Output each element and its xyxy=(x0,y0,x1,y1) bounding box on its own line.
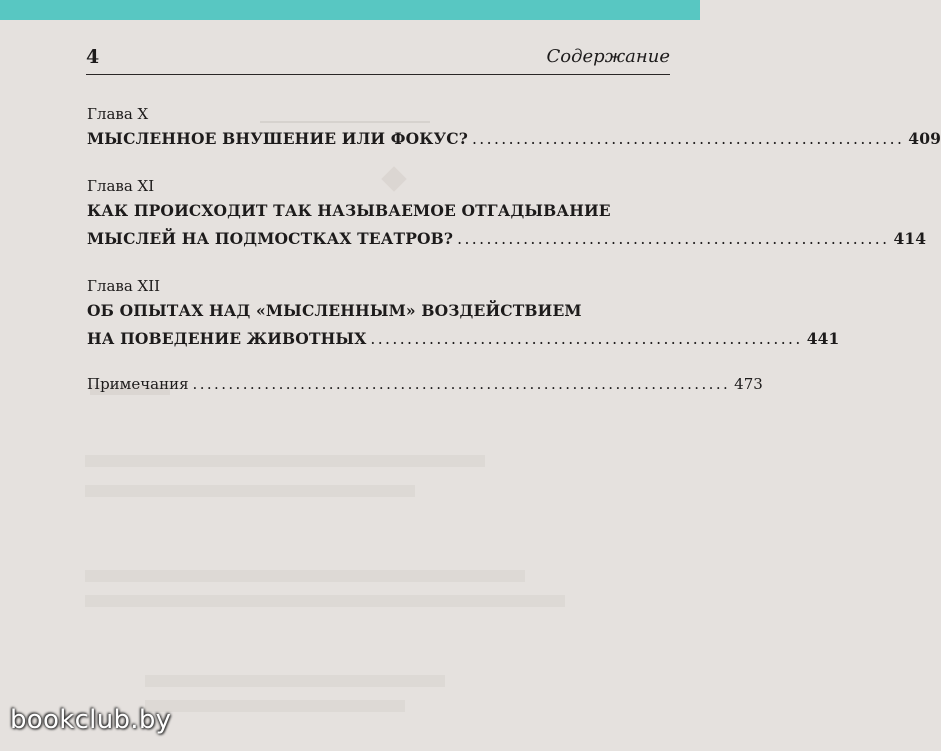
chapter-title-text: МЫСЛЕННОЕ ВНУШЕНИЕ ИЛИ ФОКУС? xyxy=(87,129,468,148)
page-header xyxy=(86,46,670,76)
toc-entry-chapter-12[interactable] xyxy=(87,275,840,353)
page-number: 4 xyxy=(86,46,100,68)
header-rule xyxy=(86,74,670,75)
chapter-title-line xyxy=(87,325,840,353)
leader-dots: ........................................................... xyxy=(471,130,905,148)
notes-label: Примечания xyxy=(87,375,189,393)
leader-dots: ........................................................... xyxy=(370,330,803,348)
chapter-title-line: КАК ПРОИСХОДИТ ТАК НАЗЫВАЕМОЕ ОТГАДЫВАНИЕ xyxy=(87,201,611,220)
page-ref: 409 xyxy=(908,129,941,148)
chapter-title-line xyxy=(87,225,927,253)
top-color-band xyxy=(0,0,700,20)
chapter-title-text: МЫСЛЕЙ НА ПОДМОСТКАХ ТЕАТРОВ? xyxy=(87,229,454,248)
chapter-title-text: НА ПОВЕДЕНИЕ ЖИВОТНЫХ xyxy=(87,329,367,348)
page-ref: 414 xyxy=(893,229,927,248)
page-ref: 473 xyxy=(734,375,763,393)
toc-entry-notes[interactable] xyxy=(87,375,763,393)
toc-entry-chapter-11[interactable] xyxy=(87,175,927,253)
page-ref: 441 xyxy=(806,329,840,348)
toc-entry-chapter-10[interactable] xyxy=(87,103,941,153)
chapter-title-line xyxy=(87,125,941,153)
leader-dots: ........................................................................... xyxy=(192,375,731,393)
chapter-label: Глава XI xyxy=(87,177,155,195)
chapter-label: Глава XII xyxy=(87,277,161,295)
chapter-label: Глава X xyxy=(87,105,149,123)
chapter-title-line: ОБ ОПЫТАХ НАД «МЫСЛЕННЫМ» ВОЗДЕЙСТВИЕМ xyxy=(87,301,582,320)
table-of-contents xyxy=(87,103,941,393)
watermark: bookclub.by xyxy=(10,705,172,735)
running-title: Содержание xyxy=(546,46,670,67)
leader-dots: ........................................................... xyxy=(457,230,890,248)
